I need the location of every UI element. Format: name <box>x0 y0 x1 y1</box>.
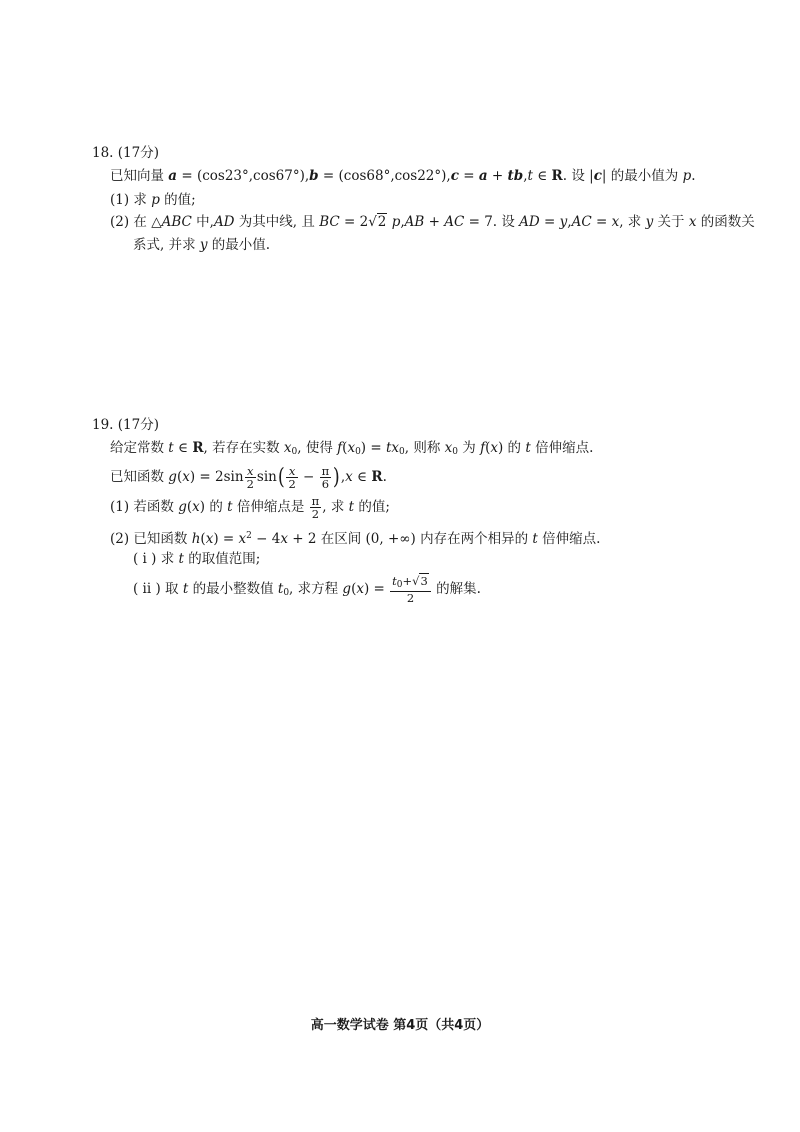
fraction-pi-over-2: $\frac{\pi}{2}$ <box>311 494 320 521</box>
fraction-pi-over-6: $\frac{\pi}{6}$ <box>321 464 330 491</box>
q19-header: 19. (17分) <box>92 417 159 433</box>
q19-part2-i: ( i ) 求 t 的取值范围; <box>133 551 261 567</box>
q19-part2-ii: ( ii ) 取 t 的最小整数值 $t_0$, 求方程 g(x) = $\frac{t_0+√3}{2}$ 的解集. <box>133 574 481 605</box>
q19-part1: (1) 若函数 g(x) 的 t 倍伸缩点是 $\frac{\pi}{2}$ , 求 t 的值; <box>110 494 390 521</box>
q18-part1: (1) 求 p 的值; <box>110 192 196 208</box>
q19-definition: 给定常数 t ∈ R, 若存在实数 $x_0$, 使得 $f(x_0) = tx_0$, 则称 $x_0$ 为 f(x) 的 t 倍伸缩点. <box>110 440 594 457</box>
q18-part2: (2) 在 △ABC 中,AD 为其中线, 且 BC = 2√2 p,AB + AC = 7. 设 AD = y,AC = x, 求 y 关于 x 的函数关 <box>110 214 755 230</box>
q19-part2: (2) 已知函数 $h(x) = x^2 - 4x + 2$ 在区间 (0, +∞) 内存在两个相异的 t 倍伸缩点. <box>110 531 601 547</box>
fraction-x-over-2: $\frac{x}{2}$ <box>246 464 254 491</box>
q18-header: 18. (17分) <box>92 145 159 161</box>
page-footer: 高一数学试卷 第4页（共4页） <box>310 1018 490 1033</box>
fraction-x-over-2: $\frac{x}{2}$ <box>288 464 296 491</box>
q18-part2-cont: 系式, 并求 y 的最小值. <box>133 237 271 253</box>
q19-given-function: 已知函数 g(x) = 2sin $\frac{x}{2}$ sin( $\frac{x}{2}$ − $\frac{\pi}{6}$ ),x ∈ R. <box>110 464 387 491</box>
q18-intro: 已知向量 a = (cos23°,cos67°),b = (cos68°,cos22°),c = a + tb,t ∈ R. 设 |c| 的最小值为 p. <box>110 168 696 184</box>
fraction-t0-plus-sqrt3-over-2: $\frac{t_0+√3}{2}$ <box>390 575 431 604</box>
